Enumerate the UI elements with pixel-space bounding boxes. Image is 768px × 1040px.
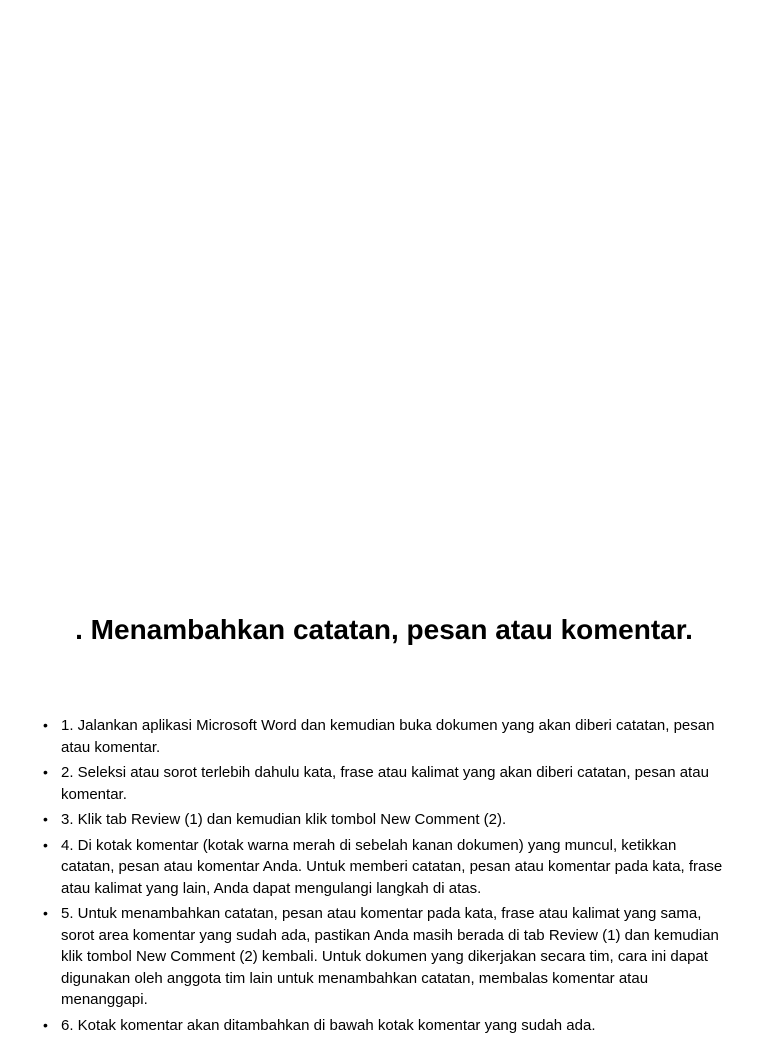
slide-title: . Menambahkan catatan, pesan atau komentar. bbox=[75, 614, 693, 645]
bullet-list bbox=[0, 715, 768, 1040]
bullet-item-5: • 5. Untuk menambahkan catatan, pesan atau komentar pada kata, frase atau kalimat yang sama, sorot area komentar yang sudah ada, pastikan Anda masih berada di tab Review (1) dan kemudian klik tombol New Comment (2) kembali. Untuk dokumen yang dikerjakan secara tim, cara ini dapat digunakan oleh anggota tim lain untuk menambahkan catatan, membalas komentar atau menanggapi. bbox=[0, 903, 768, 1011]
bullet-item-1: • 1. Jalankan aplikasi Microsoft Word dan kemudian buka dokumen yang akan diberi catatan, pesan atau komentar. bbox=[0, 715, 768, 758]
bullet-item-6: • 6. Kotak komentar akan ditambahkan di bawah kotak komentar yang sudah ada. bbox=[0, 1015, 768, 1037]
bullet-item-4: • 4. Di kotak komentar (kotak warna merah di sebelah kanan dokumen) yang muncul, ketikkan catatan, pesan atau komentar Anda. Untuk memberi catatan, pesan atau komentar pada kata, frase atau kalimat yang lain, Anda dapat mengulangi langkah di atas. bbox=[0, 835, 768, 900]
bullet-item-3: • 3. Klik tab Review (1) dan kemudian klik tombol New Comment (2). bbox=[0, 809, 768, 831]
bullet-item-2: • 2. Seleksi atau sorot terlebih dahulu kata, frase atau kalimat yang akan diberi catatan, pesan atau komentar. bbox=[0, 762, 768, 805]
